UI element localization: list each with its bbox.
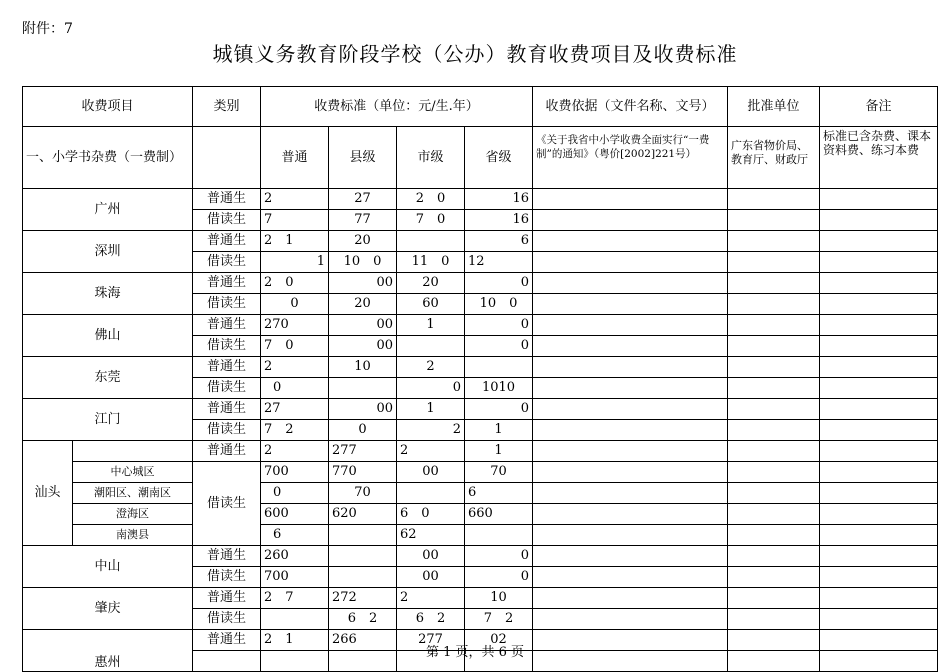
value-cell: 62 — [397, 525, 465, 546]
table-row — [23, 504, 938, 525]
category-cell: 普通生 — [193, 357, 261, 378]
value-cell: 00 — [397, 567, 465, 588]
value-cell: 00 — [397, 462, 465, 483]
blank-cell — [728, 525, 820, 546]
table-row — [23, 483, 938, 504]
value-cell: 0 — [261, 483, 329, 504]
blank-cell — [728, 483, 820, 504]
blank-cell — [820, 399, 938, 420]
value-cell: 0 — [397, 378, 465, 399]
value-cell: 277 — [329, 441, 397, 462]
header-approver: 批准单位 — [728, 87, 820, 127]
value-cell: 0 — [261, 294, 329, 315]
value-cell: 11 0 — [397, 252, 465, 273]
value-cell: 2 — [261, 357, 329, 378]
blank-cell — [728, 357, 820, 378]
value-cell: 700 — [261, 567, 329, 588]
blank-cell — [820, 357, 938, 378]
blank-cell — [728, 399, 820, 420]
page-title: 城镇义务教育阶段学校（公办）教育收费项目及收费标准 — [212, 42, 738, 66]
value-cell: 27 — [329, 189, 397, 210]
category-cell: 借读生 — [193, 609, 261, 630]
blank-cell — [728, 567, 820, 588]
blank-cell — [820, 252, 938, 273]
value-cell: 620 — [329, 504, 397, 525]
value-cell: 277 — [397, 630, 465, 651]
fee-table — [22, 86, 938, 672]
city-name: 珠海 — [23, 273, 193, 315]
blank-cell — [533, 378, 728, 399]
category-cell: 借读生 — [193, 567, 261, 588]
city-name: 江门 — [23, 399, 193, 441]
category-cell: 借读生 — [193, 336, 261, 357]
value-cell: 00 — [329, 315, 397, 336]
blank-cell — [728, 504, 820, 525]
table-row — [23, 441, 938, 462]
value-cell — [465, 525, 533, 546]
value-cell: 1 — [465, 420, 533, 441]
blank-cell — [533, 483, 728, 504]
value-cell: 10 — [465, 588, 533, 609]
category-cell: 借读生 — [193, 294, 261, 315]
blank-cell — [820, 525, 938, 546]
page-footer: 第 1 页，共 6 页 — [425, 645, 525, 660]
blank-cell — [820, 588, 938, 609]
blank-cell — [533, 189, 728, 210]
value-cell: 2 1 — [261, 231, 329, 252]
table-row — [23, 357, 938, 378]
value-cell: 7 0 — [397, 210, 465, 231]
category-cell: 普通生 — [193, 273, 261, 294]
value-cell — [329, 378, 397, 399]
level-city: 市级 — [397, 127, 465, 189]
value-cell: 70 — [465, 462, 533, 483]
value-cell: 0 — [261, 378, 329, 399]
section-basis: 《关于我省中小学收费全面实行“一费制”的通知》（粤价[2002]221号） — [533, 127, 728, 189]
blank-cell — [728, 294, 820, 315]
city-name: 佛山 — [23, 315, 193, 357]
blank-cell — [533, 336, 728, 357]
value-cell: 7 2 — [465, 609, 533, 630]
value-cell: 1 — [397, 315, 465, 336]
city-name: 汕头 — [23, 441, 73, 546]
blank-cell — [820, 567, 938, 588]
category-cell: 借读生 — [193, 252, 261, 273]
value-cell: 600 — [261, 504, 329, 525]
blank-cell — [533, 525, 728, 546]
level-province: 省级 — [465, 127, 533, 189]
blank-cell — [728, 378, 820, 399]
blank-cell — [533, 231, 728, 252]
value-cell: 2 — [397, 357, 465, 378]
blank-cell — [728, 189, 820, 210]
value-cell: 7 — [261, 210, 329, 231]
value-cell: 0 — [465, 399, 533, 420]
section-remarks: 标准已含杂费、课本资料费、练习本费 — [820, 127, 938, 189]
blank-cell — [820, 462, 938, 483]
city-name: 深圳 — [23, 231, 193, 273]
value-cell: 00 — [329, 336, 397, 357]
value-cell: 60 — [397, 294, 465, 315]
blank-cell — [533, 567, 728, 588]
blank-cell — [728, 252, 820, 273]
value-cell: 0 — [465, 567, 533, 588]
blank-cell — [820, 441, 938, 462]
blank-cell — [533, 588, 728, 609]
blank-cell — [533, 546, 728, 567]
category-cell: 借读生 — [193, 462, 261, 546]
value-cell: 20 — [397, 273, 465, 294]
value-cell: 00 — [329, 399, 397, 420]
blank-cell — [533, 399, 728, 420]
value-cell — [397, 483, 465, 504]
blank-cell — [820, 546, 938, 567]
value-cell: 272 — [329, 588, 397, 609]
table-row — [23, 525, 938, 546]
category-cell: 普通生 — [193, 588, 261, 609]
blank-cell — [533, 420, 728, 441]
blank-cell — [533, 441, 728, 462]
city-name: 广州 — [23, 189, 193, 231]
value-cell: 2 — [397, 441, 465, 462]
value-cell: 10 — [329, 357, 397, 378]
value-cell: 10 0 — [465, 294, 533, 315]
value-cell: 6 0 — [397, 504, 465, 525]
category-cell: 普通生 — [193, 399, 261, 420]
value-cell: 2 — [261, 441, 329, 462]
value-cell: 16 — [465, 210, 533, 231]
category-cell: 借读生 — [193, 210, 261, 231]
table-row — [23, 189, 938, 210]
category-cell: 普通生 — [193, 630, 261, 651]
level-ordinary: 普通 — [261, 127, 329, 189]
value-cell: 6 — [261, 525, 329, 546]
value-cell: 1010 — [465, 378, 533, 399]
city-name: 东莞 — [23, 357, 193, 399]
header-category: 类别 — [193, 87, 261, 127]
value-cell: 770 — [329, 462, 397, 483]
blank-cell — [533, 294, 728, 315]
value-cell — [397, 336, 465, 357]
category-cell: 普通生 — [193, 189, 261, 210]
value-cell: 2 0 — [397, 189, 465, 210]
blank-cell — [820, 231, 938, 252]
value-cell: 00 — [397, 546, 465, 567]
blank-cell — [533, 210, 728, 231]
blank-cell — [820, 609, 938, 630]
value-cell: 12 — [465, 252, 533, 273]
blank-cell — [820, 378, 938, 399]
blank-cell — [820, 189, 938, 210]
blank-cell — [820, 504, 938, 525]
value-cell: 77 — [329, 210, 397, 231]
city-name: 惠州 — [23, 630, 193, 672]
category-cell: 普通生 — [193, 315, 261, 336]
city-name: 中山 — [23, 546, 193, 588]
value-cell: 270 — [261, 315, 329, 336]
blank-cell — [728, 609, 820, 630]
blank-cell — [533, 462, 728, 483]
value-cell: 2 — [397, 420, 465, 441]
district-empty — [73, 441, 193, 462]
table-row — [23, 399, 938, 420]
value-cell: 02 — [465, 630, 533, 651]
value-cell: 2 0 — [261, 273, 329, 294]
table-row — [23, 231, 938, 252]
section-approver: 广东省物价局、教育厅、财政厅 — [728, 127, 820, 189]
attachment-label: 附件：7 — [22, 21, 73, 37]
table-row — [23, 546, 938, 567]
district-name: 潮阳区、潮南区 — [73, 483, 193, 504]
district-name: 南澳县 — [73, 525, 193, 546]
value-cell: 2 — [261, 189, 329, 210]
blank-cell — [728, 588, 820, 609]
value-cell: 2 — [397, 588, 465, 609]
table-row — [23, 273, 938, 294]
category-cell: 普通生 — [193, 231, 261, 252]
blank-cell — [533, 273, 728, 294]
value-cell: 00 — [329, 273, 397, 294]
blank-cell — [728, 273, 820, 294]
blank-cell — [533, 357, 728, 378]
district-name: 中心城区 — [73, 462, 193, 483]
level-county: 县级 — [329, 127, 397, 189]
value-cell: 266 — [329, 630, 397, 651]
blank-cell — [820, 273, 938, 294]
value-cell — [329, 525, 397, 546]
value-cell: 2 1 — [261, 630, 329, 651]
table-row — [23, 315, 938, 336]
blank-cell — [820, 210, 938, 231]
header-standard: 收费标准（单位：元/生.年） — [261, 87, 533, 127]
value-cell: 660 — [465, 504, 533, 525]
value-cell: 16 — [465, 189, 533, 210]
value-cell: 27 — [261, 399, 329, 420]
value-cell: 10 0 — [329, 252, 397, 273]
city-name: 肇庆 — [23, 588, 193, 630]
value-cell: 1 — [261, 252, 329, 273]
blank-cell — [820, 294, 938, 315]
value-cell: 70 — [329, 483, 397, 504]
header-basis: 收费依据（文件名称、文号） — [533, 87, 728, 127]
blank-cell — [820, 315, 938, 336]
value-cell: 700 — [261, 462, 329, 483]
blank-cell — [728, 231, 820, 252]
table-row — [23, 462, 938, 483]
section-category-empty — [193, 127, 261, 189]
value-cell: 6 2 — [397, 609, 465, 630]
value-cell: 0 — [465, 273, 533, 294]
blank-cell — [728, 336, 820, 357]
value-cell: 6 — [465, 483, 533, 504]
category-cell: 普通生 — [193, 441, 261, 462]
blank-cell — [728, 441, 820, 462]
category-cell: 借读生 — [193, 378, 261, 399]
blank-cell — [533, 609, 728, 630]
blank-cell — [728, 210, 820, 231]
value-cell: 6 2 — [329, 609, 397, 630]
blank-cell — [728, 420, 820, 441]
blank-cell — [533, 252, 728, 273]
section-row — [23, 127, 938, 189]
district-name: 澄海区 — [73, 504, 193, 525]
value-cell — [261, 609, 329, 630]
blank-cell — [820, 336, 938, 357]
value-cell — [465, 357, 533, 378]
blank-cell — [820, 420, 938, 441]
value-cell: 1 — [397, 399, 465, 420]
value-cell: 6 — [465, 231, 533, 252]
value-cell: 0 — [465, 315, 533, 336]
section-name: 一、小学书杂费（一费制） — [23, 127, 193, 189]
value-cell: 1 — [465, 441, 533, 462]
blank-cell — [533, 504, 728, 525]
blank-cell — [728, 462, 820, 483]
value-cell — [329, 546, 397, 567]
blank-cell — [728, 315, 820, 336]
value-cell: 20 — [329, 294, 397, 315]
value-cell: 260 — [261, 546, 329, 567]
value-cell: 7 2 — [261, 420, 329, 441]
category-cell: 普通生 — [193, 546, 261, 567]
value-cell — [329, 567, 397, 588]
category-cell: 借读生 — [193, 420, 261, 441]
header-item: 收费项目 — [23, 87, 193, 127]
value-cell: 2 7 — [261, 588, 329, 609]
value-cell: 0 — [465, 546, 533, 567]
value-cell: 0 — [329, 420, 397, 441]
value-cell: 0 — [465, 336, 533, 357]
value-cell — [397, 231, 465, 252]
header-remarks: 备注 — [820, 87, 938, 127]
header-row — [23, 87, 938, 127]
blank-cell — [728, 546, 820, 567]
value-cell: 7 0 — [261, 336, 329, 357]
blank-cell — [533, 315, 728, 336]
value-cell: 20 — [329, 231, 397, 252]
table-row — [23, 588, 938, 609]
blank-cell — [820, 483, 938, 504]
